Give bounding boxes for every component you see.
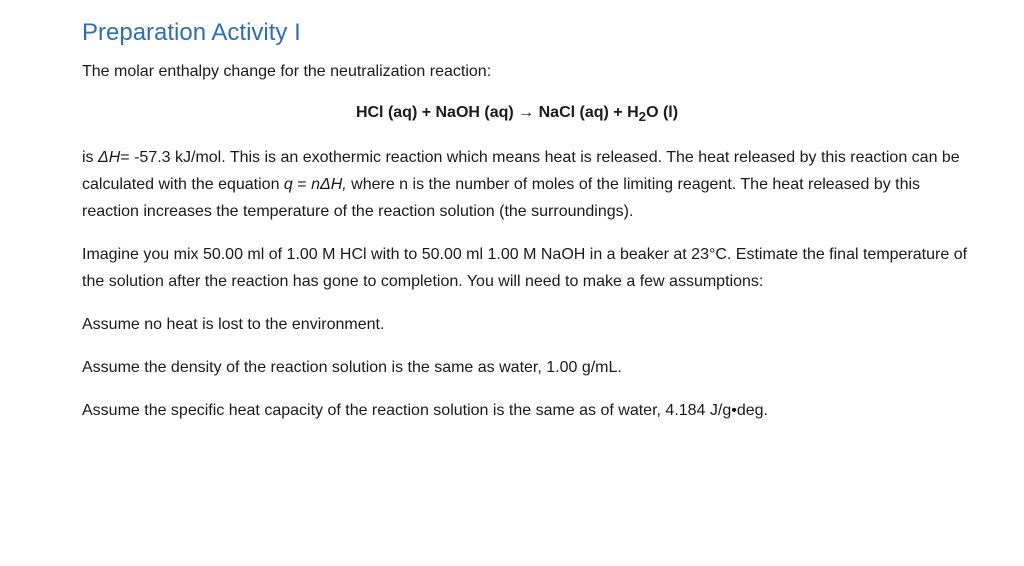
equals-sign: = [292, 176, 312, 194]
n-delta-h-symbol: nΔH, [311, 176, 347, 194]
para1-text: = -57.3 kJ/mol. This is an exothermic reaction which means heat is released. The heat released by this reaction can be calculated with the equation [82, 149, 960, 194]
arrow-icon: → [518, 104, 535, 121]
document-page [82, 18, 972, 440]
mixing-paragraph: Imagine you mix 50.00 ml of 1.00 M HCl with to 50.00 ml 1.00 M NaOH in a beaker at 23°C. Estimate the final temperature of the solution after the reaction has gone to completion. You will need to make a few assumptions: [82, 246, 968, 291]
delta-h-symbol: ΔH [98, 149, 121, 167]
equation-right: NaCl (aq) + H [534, 104, 639, 121]
para1-rest: where n is the number of moles of the limiting reagent. The heat released by this reaction increases the temperature of the reaction solution (the surroundings). [82, 176, 921, 221]
enthalpy-paragraph [82, 144, 972, 225]
equation-subscript: 2 [638, 109, 647, 125]
page-title: Preparation Activity I [82, 19, 301, 46]
para1-is: is [82, 149, 98, 167]
assumption-item: Assume no heat is lost to the environment. [82, 316, 385, 334]
assumption-item: Assume the specific heat capacity of the reaction solution is the same as of water, 4.184 J/g•deg. [82, 402, 768, 420]
reaction-equation [82, 99, 972, 130]
assumption-item: Assume the density of the reaction solution is the same as water, 1.00 g/mL. [82, 359, 622, 377]
equation-left: HCl (aq) + NaOH (aq) [355, 104, 519, 121]
equation-tail: O (l) [646, 104, 679, 121]
intro-text: The molar enthalpy change for the neutralization reaction: [82, 63, 492, 80]
q-symbol: q [283, 176, 293, 194]
